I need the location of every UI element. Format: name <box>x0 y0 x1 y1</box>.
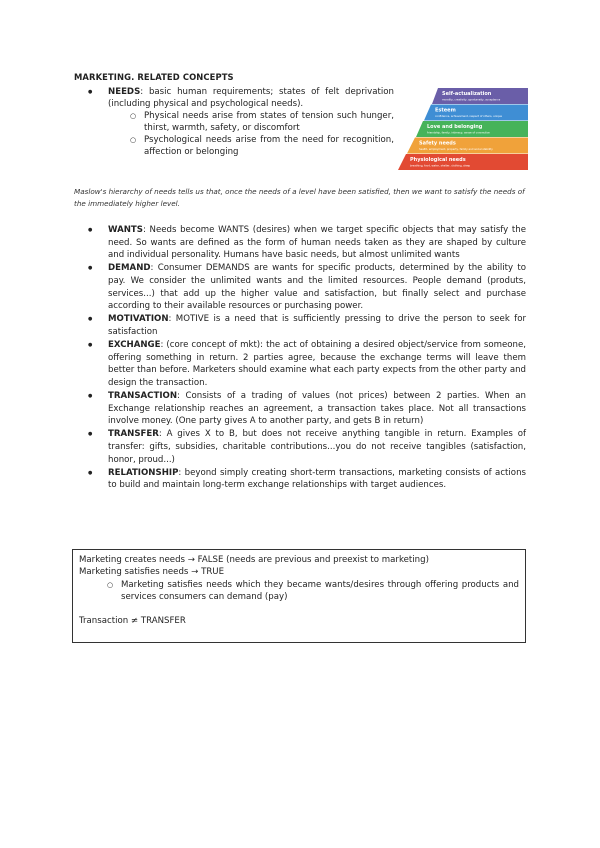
concept-transaction <box>74 390 526 428</box>
concept-demand <box>74 262 526 312</box>
pyramid-desc-3: health, employment, property, family and social stability <box>419 148 493 151</box>
concept-text: : MOTIVE is a need that is sufficiently pressing to drive the person to seek for satisfaction <box>108 314 526 337</box>
concept-text: : A gives X to B, but does not receive anything tangible in return. Examples of transfer: gifts, subsidies, charitable contributions...you do not receive tangibles (satisfaction, honor, proud...) <box>108 429 526 465</box>
pyramid-label-1: Esteem <box>435 107 456 114</box>
summary-line-satisfies: Marketing satisfies needs → TRUE <box>79 567 225 578</box>
concepts-list <box>74 224 526 493</box>
summary-line-transaction: Transaction ≠ TRANSFER <box>79 616 186 627</box>
pyramid-desc-1: confidence, achievement, respect of others, unique <box>435 115 502 118</box>
concept-exchange <box>74 339 526 389</box>
summary-line-creates: Marketing creates needs → FALSE (needs are previous and preexist to marketing) <box>79 555 429 565</box>
concept-text: : Consumer DEMANDS are wants for specific products, determined by the ability to pay. We consider the unlimited wants and the limited resources. People demand (produts, services...) that add up the higher value and satisfaction, but finally select and purchase according to their available resources or purchasing power. <box>108 263 526 312</box>
pyramid-desc-4: breathing, food, water, shelter, clothing, sleep <box>410 164 471 168</box>
concept-text: : Consists of a trading of values (not prices) between 2 parties. When an Exchange relationship reaches an agreement, a transaction takes place. Not all transactions involve money. (One party gives A to another party, and gets B in return) <box>108 391 526 427</box>
pyramid-desc-2: friendship, family, intimacy, sense of connection <box>427 131 491 135</box>
pyramid-label-2: Love and belonging <box>427 124 483 130</box>
needs-section <box>74 86 394 158</box>
pyramid-label-3: Safety needs <box>419 140 456 147</box>
concept-text: : Needs become WANTS (desires) when we target specific objects that may satisfy the need. So wants are defined as the form of human needs taken as they are shaped by culture and individual personality. Humans have basic needs, but almost unlimited wants <box>108 225 526 261</box>
needs-item <box>74 86 394 110</box>
pyramid-label-4: Physiological needs <box>410 157 466 163</box>
maslow-caption: Maslow's hierarchy of needs tells us that, once the needs of a level have been satisfied, then we want to satisfy the needs of the immediately higher level. <box>74 187 525 208</box>
concept-term: WANTS <box>108 225 143 235</box>
concept-term: TRANSFER <box>108 429 159 440</box>
summary-sub: ○ Marketing satisfies needs which they became wants/desires through offering products and services consumers can demand (pay) <box>79 579 519 604</box>
needs-sub-physical: ○ Physical needs arise from states of tension such hunger, thirst, warmth, safety, or discomfort <box>74 110 394 134</box>
needs-sub-psychological: ○ Psychological needs arise from the need for recognition, affection or belonging <box>74 134 394 158</box>
concept-text: : beyond simply creating short-term transactions, marketing consists of actions to build and maintain long-term exchange relationships with target audiences. <box>108 467 526 491</box>
concept-term: DEMAND <box>108 263 151 274</box>
pyramid-label-0: Self-actualization <box>442 91 492 97</box>
concept-transfer <box>74 428 526 466</box>
concept-term: EXCHANGE <box>108 340 161 351</box>
concept-wants <box>74 224 526 262</box>
concept-relationship <box>74 467 526 492</box>
needs-text: : basic human requirements; states of felt deprivation (including physical and psychological needs). <box>108 87 394 109</box>
concept-text: : (core concept of mkt): the act of obtaining a desired object/service from someone, offering something in return. 2 parties agree, because the exchange terms will leave them better than before. Marketers should examine what each party expects from the other party and design the transaction. <box>108 340 526 388</box>
concept-term: RELATIONSHIP <box>108 467 179 478</box>
concept-term: MOTIVATION <box>108 314 169 325</box>
section-heading: MARKETING. RELATED CONCEPTS <box>74 72 234 82</box>
maslow-pyramid <box>398 88 528 170</box>
summary-box <box>72 549 526 643</box>
concept-term: TRANSACTION <box>108 391 178 402</box>
needs-term: NEEDS <box>108 87 141 97</box>
pyramid-desc-0: morality, creativity, spontaneity, acceptance <box>442 98 501 102</box>
concept-motivation <box>74 313 526 338</box>
